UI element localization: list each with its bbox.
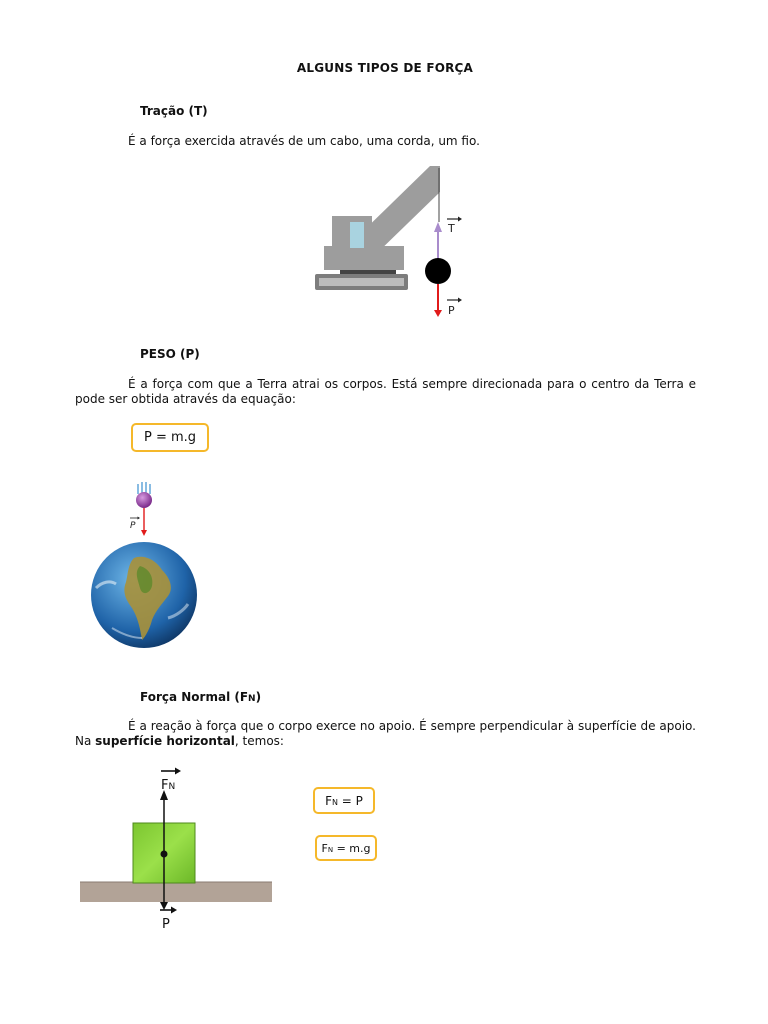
tension-arrowhead (434, 222, 442, 232)
tracao-text: É a força exercida através de um cabo, uma corda, um fio. (128, 134, 480, 148)
normal-formula-2: FN = m.g (321, 841, 371, 855)
weight-arrowhead-normal (160, 902, 168, 910)
weight-arrowhead (434, 310, 442, 317)
normal-text-before: É a reação à força que o corpo exerce no apoio. É sempre perpendicular à superfície de apoio. Na (75, 719, 696, 748)
normal-text-bold: superfície horizontal (95, 734, 235, 748)
peso-text-content: É a força com que a Terra atrai os corpos. Está sempre direcionada para o centro da Terra e pode ser obtida através da equação: (75, 377, 696, 406)
falling-ball (136, 492, 152, 508)
normal-formula-box-1 (313, 787, 375, 814)
gravity-arrowhead (141, 530, 147, 536)
weight-label: P (448, 304, 455, 317)
hanging-mass (425, 258, 451, 284)
normal-text-after: , temos: (234, 734, 284, 748)
peso-heading: PESO (P) (140, 347, 200, 361)
earth-diagram (82, 478, 212, 653)
peso-formula-box (131, 423, 209, 452)
crane-body (324, 246, 404, 270)
normal-heading-suffix: ) (255, 690, 262, 704)
center-of-mass (161, 851, 168, 858)
normal-text (75, 719, 696, 749)
page-title: ALGUNS TIPOS DE FORÇA (296, 61, 474, 75)
normal-formula-box-2 (315, 835, 377, 861)
crane-axle (340, 270, 396, 274)
crane-diagram (310, 162, 470, 322)
crane-track-inner (319, 278, 404, 286)
normal-heading-prefix: Força Normal (F (140, 690, 249, 704)
peso-formula: P = m.g (143, 430, 197, 445)
peso-text (75, 377, 696, 407)
tension-label: T (448, 222, 455, 235)
tracao-heading: Tração (T) (140, 104, 208, 118)
crane-window (350, 222, 364, 248)
ground-surface (80, 882, 272, 902)
normal-weight-label: P (162, 917, 170, 932)
normal-heading-sub: N (248, 694, 256, 704)
normal-heading (140, 690, 261, 704)
normal-force-diagram (78, 762, 278, 934)
gravity-label: P (130, 521, 136, 531)
normal-formula-1: FN = P (325, 793, 363, 808)
normal-label: FN (161, 778, 176, 793)
